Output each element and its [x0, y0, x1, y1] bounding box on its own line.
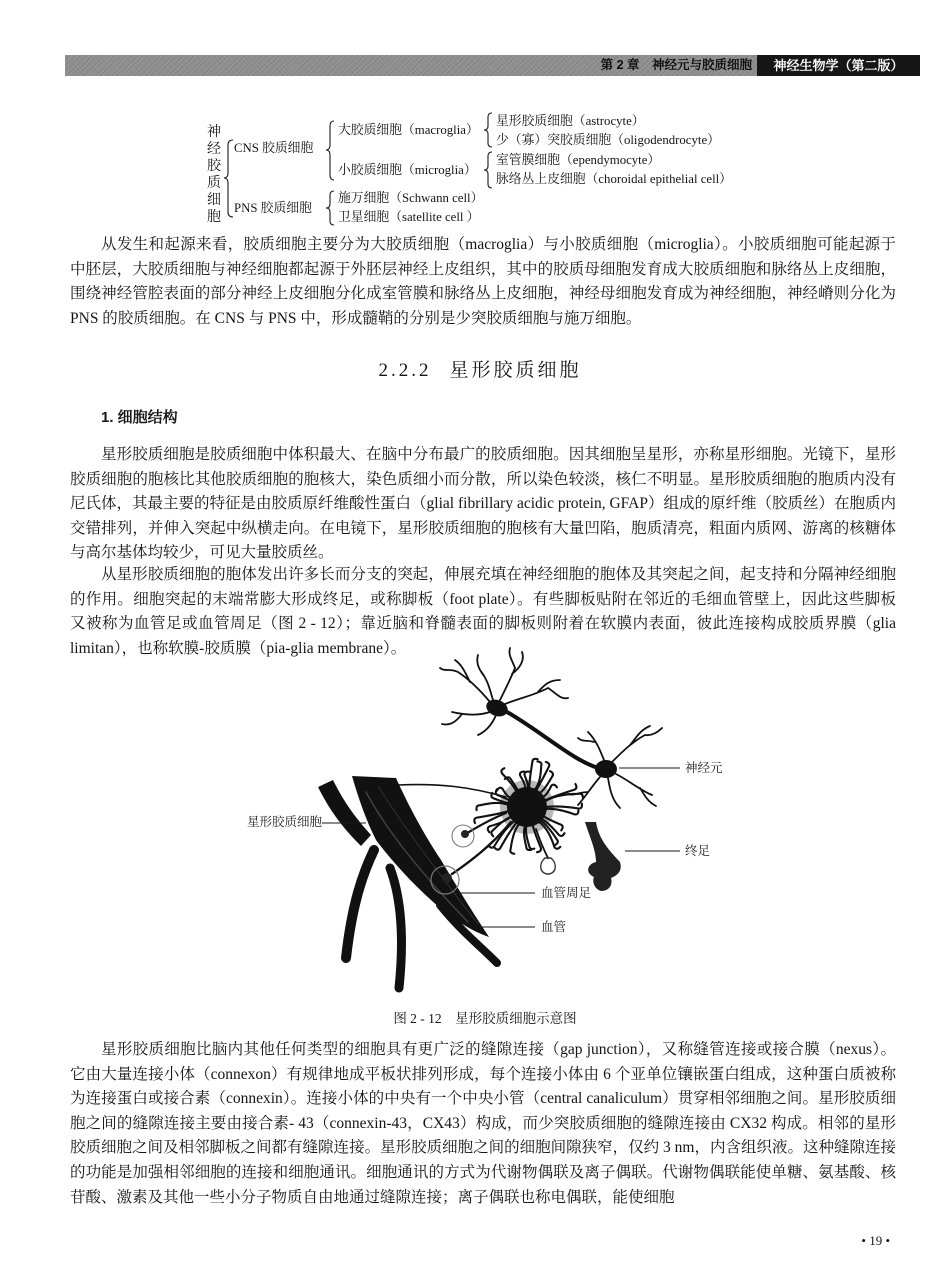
- paragraph-structure: 星形胶质细胞是胶质细胞中体积最大、在脑中分布最广的胶质细胞。因其细胞呈星形，亦称星形细胞。光镜下，星形胶质细胞的胞核比其他胶质细胞的胞核大，染色质细小而分散，所以染色较淡，核仁不明显。星形胶质细胞的胞质内没有尼氏体，其最主要的特征是由胶质原纤维酸性蛋白（glial fibrillary acidic protein, GFAP）组成的原纤维（胶质丝）在胞质内交错排列，并伸入突起中纵横走向。在电镜下，星形胶质细胞的胞核有大量凹陷，胞质清亮，粗面内质网、游离的核糖体与高尔基体均较少，可见大量胶质丝。: [70, 446, 896, 562]
- paragraph-gap-junction: 星形胶质细胞比脑内其他任何类型的细胞具有更广泛的缝隙连接（gap junction），又称缝管连接或接合膜（nexus）。它由大量连接小体（connexon）有规律地成平板状排列形成，每个连接小体由 6 个亚单位镶嵌蛋白组成，这种蛋白质被称为连接蛋白或接合素（connexin）。连接小体的中央有一个中央小管（central canaliculum）贯穿相邻细胞之间。星形胶质细胞之间的缝隙连接主要由接合素- 43（connexin-43，CX43）构成，而少突胶质细胞的缝隙连接由 CX32 构成。相邻的星形胶质细胞之间及相邻脚板之间都有缝隙连接。星形胶质细胞之间的细胞间隙狭窄，仅约 3 nm，内含组织液。这种缝隙连接的功能是加强相邻细胞的连接和细胞通讯。细胞通讯的方式为代谢物偶联及离子偶联。代谢物偶联能使单糖、氨基酸、核苷酸、激素及其他一些小分子物质自由地通过缝隙连接；离子偶联也称电偶联，能使细胞: [70, 1041, 896, 1206]
- dendrite: [505, 680, 568, 704]
- label-end-foot: 终足: [685, 844, 711, 858]
- dendrite: [478, 715, 496, 735]
- dendrite: [608, 778, 620, 808]
- dendrite: [442, 712, 490, 725]
- astrocyte-body: [507, 787, 547, 827]
- label-perivascular-foot: 血管周足: [541, 886, 592, 900]
- header-book-title: 神经生物学（第二版）: [757, 55, 920, 76]
- astrocyte-long-process: [452, 822, 511, 874]
- tree-astrocyte: 星形胶质细胞（astrocyte）: [496, 114, 645, 128]
- dendrite: [612, 726, 662, 762]
- tree-schwann: 施万细胞（Schwann cell）: [338, 191, 484, 205]
- section-title: 星形胶质细胞: [449, 360, 582, 381]
- brace-root: [224, 140, 233, 217]
- label-neuron: 神经元: [685, 761, 723, 775]
- blood-vessel: [318, 776, 497, 988]
- tree-ependymocyte: 室管膜细胞（ependymocyte）: [496, 153, 661, 167]
- dendrite: [500, 648, 523, 700]
- vessel-branch-lower: [390, 868, 402, 988]
- tree-pns: PNS 胶质细胞: [234, 201, 312, 215]
- astrocyte-long-process: [398, 785, 506, 798]
- tree-macroglia: 大胶质细胞（macroglia）: [338, 123, 479, 137]
- end-foot-shape: [585, 822, 621, 891]
- tree-satellite: 卫星细胞（satellite cell ）: [338, 210, 480, 224]
- page-number: • 19 •: [861, 1233, 890, 1248]
- brace-macroglia: [484, 113, 492, 147]
- tree-root-label: 神经胶质细胞: [207, 125, 221, 225]
- paragraph-processes: 从星形胶质细胞的胞体发出许多长而分支的突起，伸展充填在神经细胞的胞体及其突起之间，起支持和分隔神经细胞的作用。细胞突起的末端常膨大形成终足，或称脚板（foot plate）。有些脚板贴附在邻近的毛细血管壁上，因此这些脚板又被称为血管足或血管周足（图 2 - 12）；靠近脑和脊髓表面的脚板则附着在软膜内表面，彼此连接构成胶质界膜（glia limitan），也称软膜-胶质膜（pia-glia membrane）。: [70, 566, 896, 657]
- paragraph-origin: 从发生和起源来看，胶质细胞主要分为大胶质细胞（macroglia）与小胶质细胞（microglia）。小胶质细胞可能起源于中胚层，大胶质细胞与神经细胞都起源于外胚层神经上皮组织，其中的胶质母细胞发育成大胶质细胞和脉络丛上皮细胞，围绕神经管腔表面的部分神经上皮细胞分化成室管膜和脉络丛上皮细胞，神经母细胞发育成为神经细胞，神经嵴则分化为 PNS 的胶质细胞。在 CNS 与 PNS 中，形成髓鞘的分别是少突胶质细胞与施万细胞。: [70, 236, 896, 327]
- astrocyte-long-process: [536, 829, 548, 858]
- section-heading: [280, 355, 680, 382]
- label-vessel: 血管: [541, 920, 567, 934]
- brace-pns: [326, 191, 334, 225]
- perivascular-foot: [461, 830, 469, 838]
- section-number: 2.2.2: [378, 360, 432, 381]
- dendrite: [440, 660, 490, 702]
- neuron-group: [440, 648, 662, 808]
- vessel-branch-left: [346, 850, 374, 958]
- brace-cns: [326, 121, 334, 180]
- astrocyte-figure: [0, 640, 950, 1010]
- tree-choroidal: 脉络丛上皮细胞（choroidal epithelial cell）: [496, 172, 732, 186]
- dendrite: [578, 732, 604, 760]
- label-astrocyte: 星形胶质细胞: [247, 815, 323, 829]
- tree-microglia: 小胶质细胞（microglia）: [338, 163, 477, 177]
- small-end-foot: [541, 858, 556, 874]
- header-chapter-title: 第 2 章 神经元与胶质细胞: [600, 58, 752, 72]
- dendrite: [477, 655, 493, 700]
- tree-oligodendrocyte: 少（寡）突胶质细胞（oligodendrocyte）: [496, 133, 720, 147]
- figure-caption: 图 2 - 12 星形胶质细胞示意图: [393, 1011, 577, 1026]
- dendrite: [616, 774, 656, 806]
- brace-microglia: [484, 152, 492, 188]
- tree-cns: CNS 胶质细胞: [234, 141, 314, 155]
- neuron-body-2: [595, 760, 617, 778]
- perivascular-foot: [442, 873, 452, 883]
- subsection-heading: 1. 细胞结构: [101, 409, 178, 426]
